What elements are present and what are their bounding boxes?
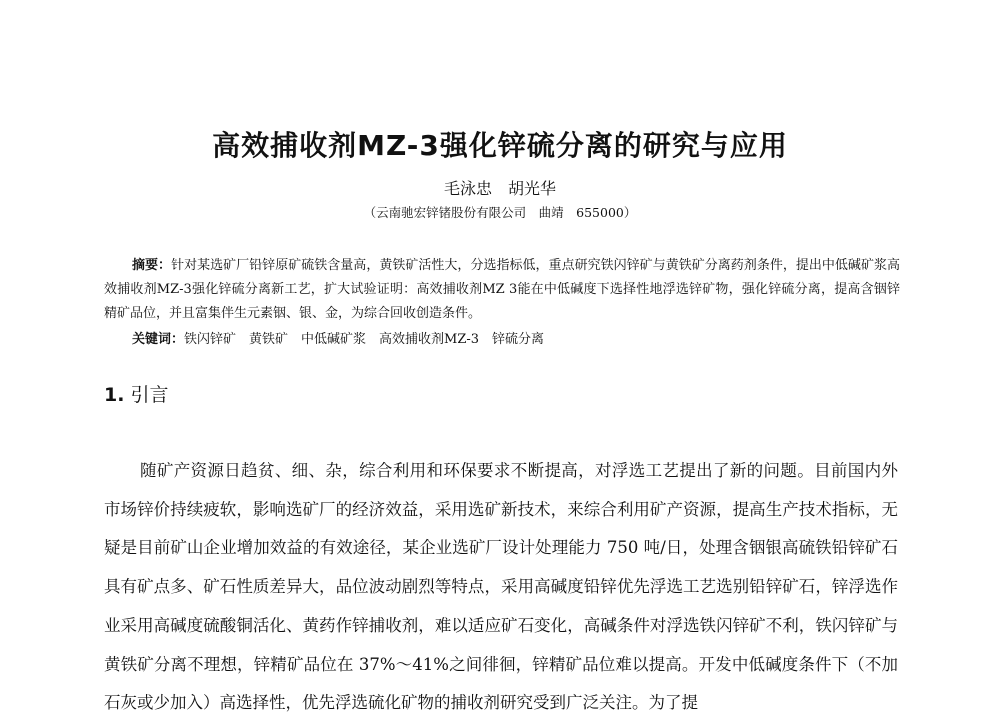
- keywords-text: 铁闪锌矿 黄铁矿 中低碱矿浆 高效捕收剂MZ-3 锌硫分离: [184, 332, 545, 347]
- paper-authors: 毛泳忠 胡光华: [443, 179, 556, 198]
- paper-affiliation: （云南驰宏锌锗股份有限公司 曲靖 655000）: [363, 205, 637, 220]
- keywords-label: 关键词：: [132, 332, 185, 347]
- abstract-paragraph: [104, 254, 900, 326]
- section-number: 1.: [104, 384, 125, 406]
- section-heading: [104, 380, 168, 407]
- abstract-block: [104, 254, 900, 326]
- section-title: 引言: [130, 384, 169, 406]
- paper-title: 高效捕收剂MZ-3强化锌硫分离的研究与应用: [212, 129, 788, 162]
- body-paragraph: 随矿产资源日趋贫、细、杂，综合利用和环保要求不断提高，对浮选工艺提出了新的问题。目前国内外市场锌价持续疲软，影响选矿厂的经济效益，采用选矿新技术，来综合利用矿产资源，提高生产技术指标，无疑是目前矿山企业增加效益的有效途径，某企业选矿厂设计处理能力 750 吨/日，处理含铟银高硫铁铅锌矿石具有矿点多、矿石性质差异大，品位波动剧烈等特点，采用高碱度铅锌优先浮选工艺选别铅锌矿石，锌浮选作业采用高碱度硫酸铜活化、黄药作锌捕收剂，难以适应矿石变化，高碱条件对浮选铁闪锌矿不利，铁闪锌矿与黄铁矿分离不理想，锌精矿品位在 37%～41%之间徘徊，锌精矿品位难以提高。开发中低碱度条件下（不加石灰或少加入）高选择性，优先浮选硫化矿物的捕收剂研究受到广泛关注。为了提: [104, 461, 898, 713]
- abstract-label: 摘要：: [132, 258, 172, 273]
- abstract-text: 针对某选矿厂铅锌原矿硫铁含量高，黄铁矿活性大，分选指标低，重点研究铁闪锌矿与黄铁矿分离药剂条件，提出中低碱矿浆高效捕收剂MZ-3强化锌硫分离新工艺，扩大试验证明：高效捕收剂MZ 3能在中低碱度下选择性地浮选锌矿物，强化锌硫分离，提高含铟锌精矿品位，并且富集伴生元素铟、银、金，为综合回收创造条件。: [104, 258, 900, 321]
- keywords-line: [132, 328, 544, 352]
